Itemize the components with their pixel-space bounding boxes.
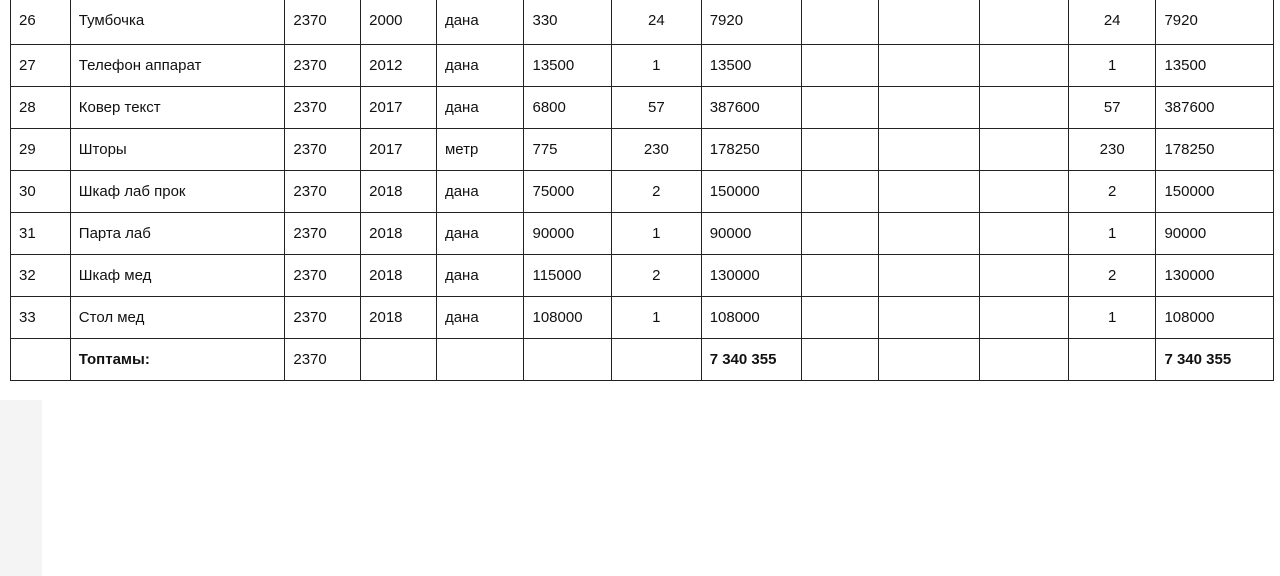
cell-item-name [70, 296, 285, 338]
cell-unit [436, 0, 524, 44]
cell-unit-text: дана [444, 12, 479, 29]
total-amount-actual [1156, 338, 1274, 380]
cell-year [361, 170, 437, 212]
cell-quantity [612, 296, 702, 338]
total-row [11, 338, 1274, 380]
inventory-table [10, 0, 1274, 381]
cell-empty-text [887, 297, 979, 310]
cell-empty [802, 170, 879, 212]
cell-empty-text [988, 255, 1068, 268]
cell-number-text: 28 [19, 98, 36, 116]
cell-account-code [285, 170, 361, 212]
cell-account-code [285, 254, 361, 296]
cell-unit-text: дана [444, 308, 479, 326]
cell-empty-text [887, 0, 979, 13]
cell-price [524, 296, 612, 338]
cell-unit [436, 296, 524, 338]
cell-quantity-actual [1068, 296, 1156, 338]
cell-year-text: 2017 [369, 140, 403, 158]
cell-amount-text: 13500 [709, 56, 752, 74]
cell-empty [878, 338, 979, 380]
cell-price [524, 0, 612, 44]
cell-amount [701, 254, 801, 296]
total-label [70, 338, 285, 380]
cell-account-code [285, 212, 361, 254]
total-amount [701, 338, 801, 380]
cell-quantity-text: 57 [648, 98, 665, 116]
cell-amount-text: 108000 [709, 308, 760, 326]
cell-empty-text [810, 297, 878, 310]
cell-account-code-text: 2370 [293, 266, 327, 284]
cell-amount-text: 7920 [709, 12, 744, 29]
cell-item-name [70, 170, 285, 212]
cell-quantity-actual-text: 1 [1108, 224, 1117, 242]
table-row [11, 0, 1274, 44]
cell-empty [878, 44, 979, 86]
cell-empty-text [887, 171, 979, 184]
cell-amount-actual [1156, 128, 1274, 170]
cell-account-code [285, 0, 361, 44]
cell-empty-text [810, 0, 878, 13]
cell-empty [436, 338, 524, 380]
cell-year [361, 128, 437, 170]
cell-unit [436, 254, 524, 296]
cell-account-code [285, 296, 361, 338]
table-row [11, 44, 1274, 86]
cell-empty [878, 0, 979, 44]
cell-quantity-actual-text: 24 [1103, 12, 1121, 29]
cell-empty [802, 296, 879, 338]
cell-empty [878, 170, 979, 212]
cell-quantity-text: 2 [652, 266, 661, 284]
cell-amount-actual-text: 150000 [1164, 182, 1215, 200]
cell-quantity [612, 254, 702, 296]
cell-empty-text [988, 213, 1068, 226]
cell-unit-text: метр [444, 140, 479, 158]
cell-amount-text: 130000 [709, 266, 760, 284]
cell-price [524, 212, 612, 254]
cell-empty [980, 296, 1069, 338]
cell-empty-text [887, 129, 979, 142]
cell-quantity-actual [1068, 212, 1156, 254]
cell-account-code-text: 2370 [293, 98, 327, 116]
cell-account-code [285, 128, 361, 170]
cell-quantity-text: 1 [652, 308, 661, 326]
cell-amount-text: 150000 [709, 182, 760, 200]
cell-year-text: 2018 [369, 308, 403, 326]
cell-year [361, 296, 437, 338]
cell-number-text: 26 [19, 12, 36, 29]
cell-item-name [70, 128, 285, 170]
table-body [11, 0, 1274, 380]
cell-number [11, 254, 71, 296]
cell-quantity-text: 1 [652, 224, 661, 242]
cell-number-text: 27 [19, 56, 36, 74]
table-row [11, 128, 1274, 170]
cell-empty-text [810, 129, 878, 142]
table-row [11, 212, 1274, 254]
cell-year [361, 212, 437, 254]
cell-empty-text [988, 129, 1068, 142]
cell-unit-text: дана [444, 224, 479, 242]
total-label-text: Топтамы: [78, 350, 150, 368]
cell-item-name-text: Парта лаб [78, 224, 151, 242]
cell-price-text: 108000 [532, 308, 583, 326]
cell-year-text: 2018 [369, 182, 403, 200]
cell-year-text: 2000 [369, 12, 403, 29]
cell-quantity [612, 170, 702, 212]
total-amount-actual-text: 7 340 355 [1164, 350, 1232, 368]
cell-quantity-actual [1068, 128, 1156, 170]
total-code [285, 338, 361, 380]
cell-empty [361, 338, 437, 380]
cell-year-text: 2018 [369, 266, 403, 284]
cell-empty-text [988, 87, 1068, 100]
table-row [11, 170, 1274, 212]
cell-price [524, 170, 612, 212]
cell-account-code-text: 2370 [293, 56, 327, 74]
cell-item-name [70, 0, 285, 44]
cell-number-text: 30 [19, 182, 36, 200]
cell-number [11, 170, 71, 212]
table-row [11, 254, 1274, 296]
cell-amount-actual-text: 387600 [1164, 98, 1215, 116]
cell-price-text: 90000 [532, 224, 575, 242]
cell-price [524, 128, 612, 170]
cell-empty [878, 86, 979, 128]
cell-item-name-text: Шкаф лаб прок [78, 182, 186, 200]
cell-unit-text: дана [444, 182, 479, 200]
cell-quantity-actual [1068, 86, 1156, 128]
cell-empty-text [887, 255, 979, 268]
cell-price [524, 86, 612, 128]
cell-empty [878, 296, 979, 338]
cell-quantity-actual-text: 2 [1108, 182, 1117, 200]
cell-amount [701, 170, 801, 212]
cell-account-code-text: 2370 [293, 182, 327, 200]
cell-item-name [70, 86, 285, 128]
cell-item-name-text: Шкаф мед [78, 266, 152, 284]
cell-unit-text: дана [444, 266, 479, 284]
cell-unit-text: дана [444, 98, 479, 116]
cell-amount [701, 44, 801, 86]
cell-item-name-text: Телефон аппарат [78, 56, 202, 74]
cell-empty-text [887, 45, 979, 58]
cell-account-code-text: 2370 [293, 140, 327, 158]
cell-number [11, 296, 71, 338]
cell-empty [878, 128, 979, 170]
cell-number [11, 44, 71, 86]
cell-amount-actual [1156, 0, 1274, 44]
cell-unit [436, 170, 524, 212]
cell-empty [878, 212, 979, 254]
cell-amount-actual-text: 178250 [1164, 140, 1215, 158]
cell-item-name [70, 254, 285, 296]
cell-quantity [612, 86, 702, 128]
cell-quantity-text: 24 [648, 12, 665, 29]
cell-unit [436, 128, 524, 170]
cell-amount-actual [1156, 170, 1274, 212]
cell-empty-text [988, 171, 1068, 184]
cell-quantity [612, 212, 702, 254]
cell-year [361, 44, 437, 86]
cell-number-text: 29 [19, 140, 36, 158]
cell-account-code-text: 2370 [293, 12, 327, 29]
cell-empty [980, 254, 1069, 296]
cell-quantity-text: 230 [643, 140, 669, 158]
cell-number-text: 31 [19, 224, 36, 242]
cell-year-text: 2018 [369, 224, 403, 242]
scan-margin-shade [0, 400, 42, 576]
cell-item-name [70, 212, 285, 254]
cell-number [11, 128, 71, 170]
table-row [11, 296, 1274, 338]
cell-account-code-text: 2370 [293, 308, 327, 326]
cell-quantity-actual-text: 57 [1103, 98, 1121, 116]
cell-empty-text [810, 45, 878, 58]
cell-item-name-text: Тумбочка [78, 12, 145, 29]
cell-quantity [612, 128, 702, 170]
total-amount-text: 7 340 355 [709, 350, 777, 368]
cell-amount-actual-text: 7920 [1164, 12, 1198, 29]
cell-item-name-text: Стол мед [78, 308, 145, 326]
cell-empty-text [810, 87, 878, 100]
cell-empty-text [988, 45, 1068, 58]
cell-price-text: 330 [532, 12, 558, 29]
cell-amount-actual [1156, 296, 1274, 338]
cell-empty [980, 170, 1069, 212]
cell-empty [802, 212, 879, 254]
cell-empty [980, 0, 1069, 44]
cell-account-code-text: 2370 [293, 224, 327, 242]
cell-amount-actual [1156, 212, 1274, 254]
cell-quantity-actual-text: 1 [1108, 308, 1117, 326]
cell-year [361, 86, 437, 128]
cell-empty [802, 86, 879, 128]
cell-amount [701, 86, 801, 128]
cell-quantity-actual [1068, 44, 1156, 86]
cell-item-name-text: Ковер текст [78, 98, 161, 116]
cell-unit [436, 44, 524, 86]
cell-number-text: 33 [19, 308, 36, 326]
cell-unit [436, 212, 524, 254]
cell-empty-text [887, 87, 979, 100]
cell-amount-text: 178250 [709, 140, 760, 158]
cell-empty-text [887, 213, 979, 226]
cell-amount-actual-text: 108000 [1164, 308, 1215, 326]
total-code-text: 2370 [293, 350, 327, 368]
cell-quantity [612, 44, 702, 86]
cell-empty [612, 338, 702, 380]
cell-amount-actual-text: 13500 [1164, 56, 1207, 74]
cell-empty-text [810, 171, 878, 184]
cell-number-text: 32 [19, 266, 36, 284]
cell-quantity-actual [1068, 0, 1156, 44]
cell-item-name-text: Шторы [78, 140, 127, 158]
cell-item-name [70, 44, 285, 86]
cell-account-code [285, 44, 361, 86]
cell-amount-actual-text: 90000 [1164, 224, 1207, 242]
cell-empty [802, 0, 879, 44]
cell-empty-text [988, 0, 1068, 13]
cell-empty [980, 86, 1069, 128]
cell-amount [701, 128, 801, 170]
cell-empty [980, 128, 1069, 170]
cell-account-code [285, 86, 361, 128]
cell-price [524, 44, 612, 86]
cell-price-text: 6800 [532, 98, 566, 116]
cell-empty [802, 338, 879, 380]
cell-year [361, 0, 437, 44]
cell-empty-text [810, 255, 878, 268]
cell-unit-text: дана [444, 56, 479, 74]
cell-empty [1068, 338, 1156, 380]
cell-empty [802, 44, 879, 86]
cell-quantity-text: 2 [652, 182, 661, 200]
cell-number [11, 0, 71, 44]
cell-price-text: 13500 [532, 56, 575, 74]
cell-empty-text [988, 297, 1068, 310]
cell-empty [980, 338, 1069, 380]
cell-amount [701, 212, 801, 254]
cell-price [524, 254, 612, 296]
cell-amount-text: 90000 [709, 224, 752, 242]
cell-empty [980, 44, 1069, 86]
cell-empty-text [810, 213, 878, 226]
cell-quantity-actual [1068, 170, 1156, 212]
cell-price-text: 115000 [532, 266, 582, 284]
cell-quantity-actual-text: 230 [1099, 140, 1125, 158]
cell-year-text: 2012 [369, 56, 403, 74]
cell-empty [980, 212, 1069, 254]
cell-amount-actual [1156, 86, 1274, 128]
cell-price-text: 75000 [532, 182, 575, 200]
cell-amount-actual [1156, 44, 1274, 86]
cell-amount [701, 0, 801, 44]
cell-quantity-actual-text: 2 [1108, 266, 1117, 284]
cell-empty [878, 254, 979, 296]
cell-price-text: 775 [532, 140, 558, 158]
cell-amount [701, 296, 801, 338]
cell-empty [802, 254, 879, 296]
cell-quantity-text: 1 [652, 56, 661, 74]
cell-empty [524, 338, 612, 380]
cell-amount-actual-text: 130000 [1164, 266, 1215, 284]
cell-unit [436, 86, 524, 128]
cell-empty [802, 128, 879, 170]
cell-amount-actual [1156, 254, 1274, 296]
cell-year-text: 2017 [369, 98, 403, 116]
cell-quantity-actual [1068, 254, 1156, 296]
cell-number [11, 212, 71, 254]
cell-empty [11, 338, 71, 380]
cell-quantity [612, 0, 702, 44]
cell-number [11, 86, 71, 128]
cell-amount-text: 387600 [709, 98, 760, 116]
cell-year [361, 254, 437, 296]
cell-quantity-actual-text: 1 [1108, 56, 1117, 74]
table-row [11, 86, 1274, 128]
